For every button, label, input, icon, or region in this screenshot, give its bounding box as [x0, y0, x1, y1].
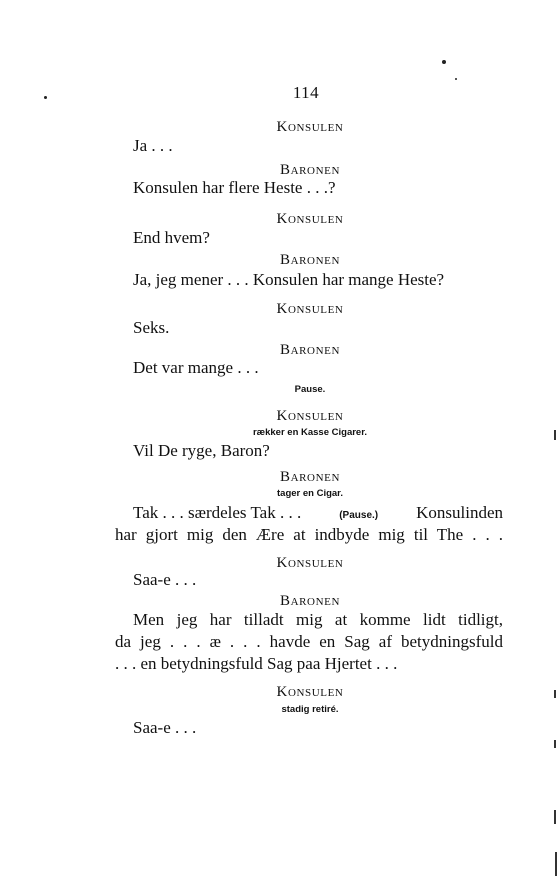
- dialogue-line: Vil De ryge, Baron?: [133, 441, 270, 460]
- scan-edge-mark: [554, 740, 556, 748]
- scan-edge-mark: [554, 690, 556, 698]
- dialogue-text: Konsulinden: [416, 503, 503, 522]
- stage-direction: tager en Cigar.: [277, 488, 343, 499]
- dialogue-text: Tak . . . særdeles Tak . . .: [133, 503, 302, 522]
- dialogue-line: Det var mange . . .: [133, 358, 259, 377]
- stage-direction: rækker en Kasse Cigarer.: [252, 427, 368, 438]
- dialogue-line: Ja, jeg mener . . . Konsulen har mange Heste?: [133, 270, 445, 289]
- dialogue-line-with-direction: [133, 503, 503, 526]
- dialogue-line: End hvem?: [133, 228, 210, 247]
- dialogue-line: da jeg . . . æ . . . havde en Sag af betydningsfuld: [115, 632, 503, 651]
- speaker-baronen: Baronen: [279, 252, 341, 268]
- dialogue-line: . . . en betydningsfuld Sag paa Hjertet . . .: [115, 654, 398, 673]
- scan-speck: [442, 60, 446, 64]
- speaker-baronen: Baronen: [279, 469, 341, 485]
- speaker-konsulen: Konsulen: [276, 301, 344, 317]
- dialogue-line: Saa-e . . .: [133, 570, 197, 589]
- stage-direction: stadig retiré.: [281, 704, 339, 715]
- speaker-konsulen: Konsulen: [276, 211, 344, 227]
- speaker-baronen: Baronen: [279, 162, 341, 178]
- speaker-baronen: Baronen: [279, 593, 341, 609]
- speaker-baronen: Baronen: [279, 342, 341, 358]
- scan-edge-mark: [554, 430, 556, 440]
- stage-direction: Pause.: [294, 384, 326, 395]
- scan-speck: [455, 78, 457, 80]
- speaker-konsulen: Konsulen: [276, 684, 344, 700]
- dialogue-line: Saa-e . . .: [133, 718, 197, 737]
- dialogue-line: Ja . . .: [133, 136, 173, 155]
- scan-speck: [44, 96, 47, 99]
- dialogue-line: Men jeg har tilladt mig at komme lidt tidligt,: [133, 610, 503, 629]
- speaker-konsulen: Konsulen: [276, 408, 344, 424]
- scan-edge-mark: [554, 810, 556, 824]
- inline-stage-direction: (Pause.): [339, 510, 379, 521]
- speaker-konsulen: Konsulen: [276, 555, 344, 571]
- dialogue-line: har gjort mig den Ære at indbyde mig til The . . .: [115, 525, 503, 544]
- speaker-konsulen: Konsulen: [276, 119, 344, 135]
- dialogue-line: Seks.: [133, 318, 170, 337]
- page-number: 114: [292, 83, 320, 102]
- scan-edge-mark: [555, 852, 557, 876]
- dialogue-line: Konsulen har flere Heste . . .?: [133, 178, 336, 197]
